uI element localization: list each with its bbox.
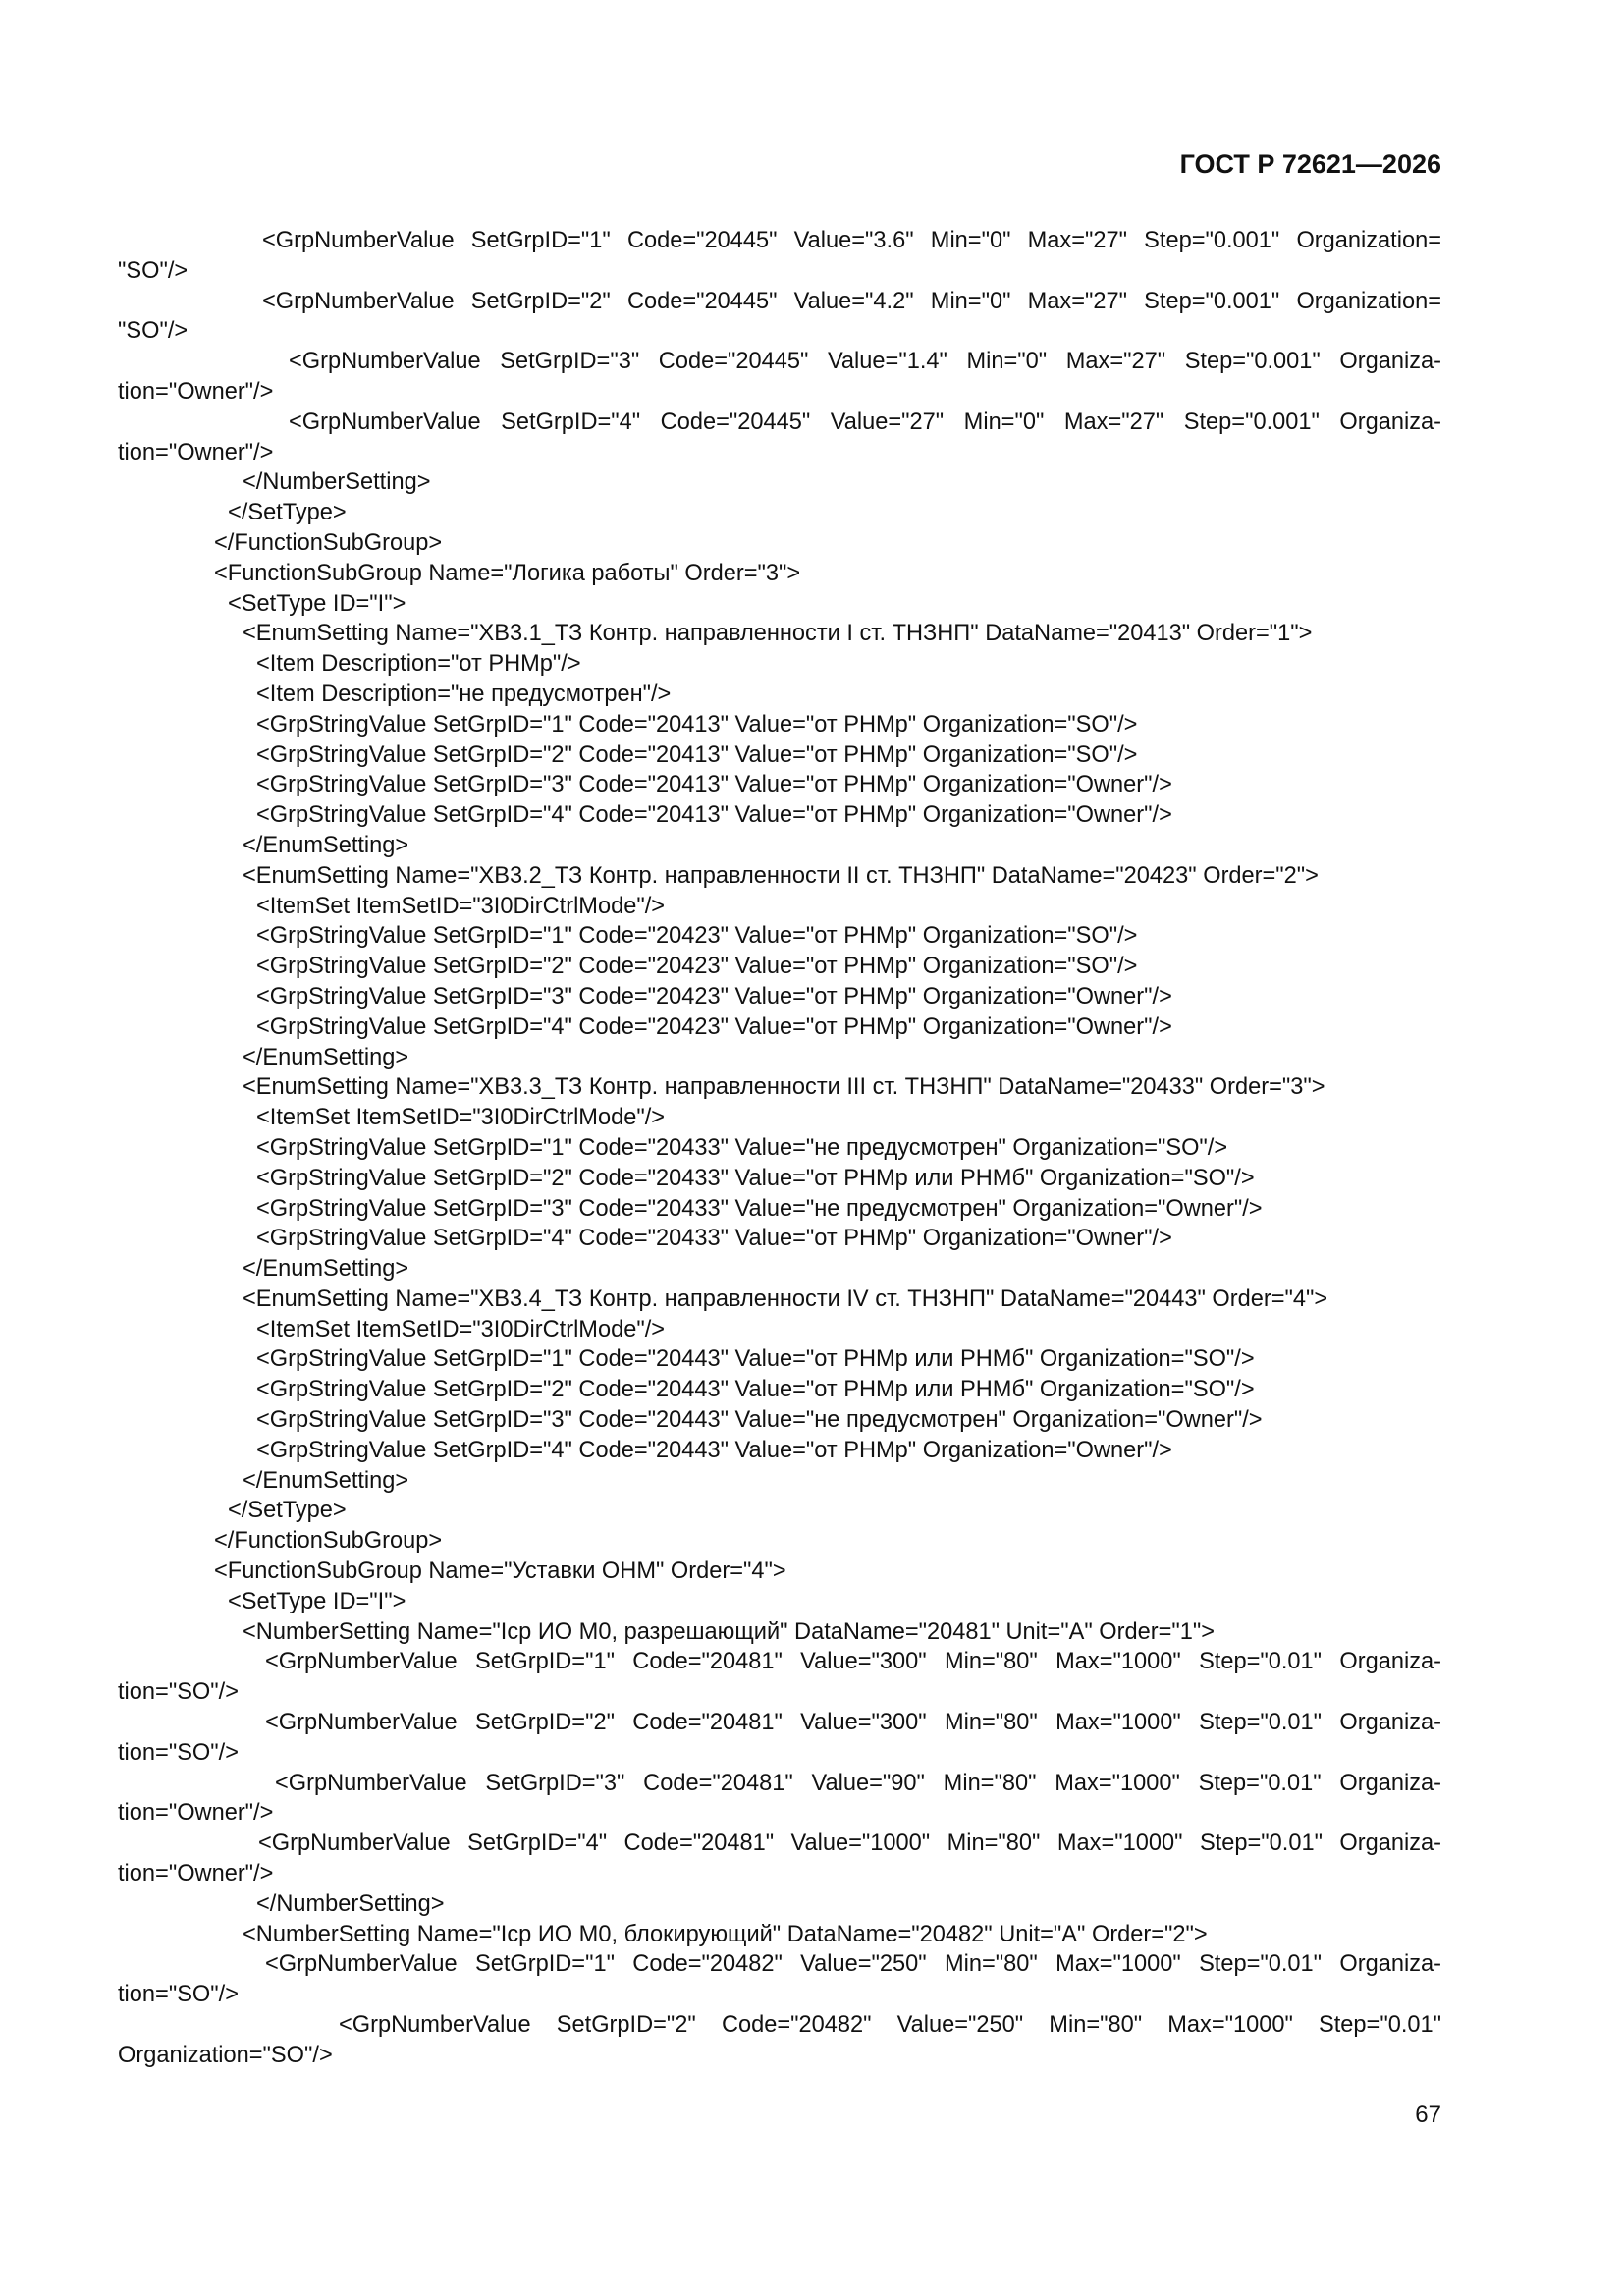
xml-line: <FunctionSubGroup Name="Логика работы" Order="3"> bbox=[214, 560, 801, 586]
xml-line: <GrpStringValue SetGrpID="4" Code="20423" Value="от РНМр" Organization="Owner"/> bbox=[256, 1013, 1172, 1040]
xml-line: <GrpStringValue SetGrpID="3" Code="20413" Value="от РНМр" Organization="Owner"/> bbox=[256, 772, 1172, 798]
xml-line: <GrpStringValue SetGrpID="3" Code="20443" Value="не предусмотрен" Organization="Owner"/> bbox=[256, 1407, 1263, 1434]
xml-line: </EnumSetting> bbox=[243, 1467, 409, 1494]
xml-line: <GrpStringValue SetGrpID="3" Code="20423" Value="от РНМр" Organization="Owner"/> bbox=[256, 983, 1172, 1010]
xml-line: <EnumSetting Name="ХВ3.1_ТЗ Контр. направленности I ст. ТНЗНП" DataName="20413" Order="1"> bbox=[243, 621, 1313, 647]
xml-line: </NumberSetting> bbox=[243, 469, 431, 496]
standard-header: ГОСТ Р 72621—2026 bbox=[1179, 149, 1441, 179]
xml-line: <GrpStringValue SetGrpID="2" Code="20433" Value="от РНМр или РНМб" Organization="SO"/> bbox=[256, 1165, 1255, 1191]
xml-line: <ItemSet ItemSetID="3I0DirCtrlMode"/> bbox=[256, 1105, 666, 1131]
xml-line: <GrpStringValue SetGrpID="3" Code="20433" Value="не предусмотрен" Organization="Owner"/> bbox=[256, 1195, 1263, 1222]
xml-line: <GrpStringValue SetGrpID="2" Code="20413" Value="от РНМр" Organization="SO"/> bbox=[256, 741, 1138, 768]
xml-line: <GrpNumberValue SetGrpID="2" Code="20481" Value="300" Min="80" Max="1000" Step="0.01" Organiza-tion="SO"/> bbox=[118, 1710, 1441, 1766]
xml-line: </EnumSetting> bbox=[243, 1044, 409, 1070]
xml-line: <GrpStringValue SetGrpID="1" Code="20413" Value="от РНМр" Organization="SO"/> bbox=[256, 711, 1138, 738]
xml-line: </NumberSetting> bbox=[256, 1890, 445, 1917]
xml-line: </SetType> bbox=[228, 1498, 347, 1524]
xml-line: <Item Description="не предусмотрен"/> bbox=[256, 681, 672, 707]
xml-line: <EnumSetting Name="ХВ3.2_ТЗ Контр. направленности II ст. ТНЗНП" DataName="20423" Order="2"> bbox=[243, 862, 1319, 889]
xml-line: <GrpStringValue SetGrpID="4" Code="20433" Value="от РНМр" Organization="Owner"/> bbox=[256, 1226, 1172, 1252]
xml-line: <NumberSetting Name="Icp ИО М0, блокирующий" DataName="20482" Unit="A" Order="2"> bbox=[243, 1921, 1208, 1947]
xml-line: <GrpNumberValue SetGrpID="3" Code="20481" Value="90" Min="80" Max="1000" Step="0.01" Organiza-tion="Owner"/> bbox=[118, 1770, 1441, 1827]
xml-line: <GrpNumberValue SetGrpID="4" Code="20445" Value="27" Min="0" Max="27" Step="0.001" Organiza-tion="Owner"/> bbox=[118, 409, 1441, 465]
xml-listing bbox=[118, 226, 1441, 2071]
xml-line: </EnumSetting> bbox=[243, 832, 409, 858]
xml-line: <SetType ID="I"> bbox=[228, 1588, 406, 1614]
xml-line: <Item Description="от РНМр"/> bbox=[256, 651, 581, 678]
xml-line: <ItemSet ItemSetID="3I0DirCtrlMode"/> bbox=[256, 1316, 666, 1342]
xml-line: <GrpNumberValue SetGrpID="1" Code="20445" Value="3.6" Min="0" Max="27" Step="0.001" Organization= "SO"/> bbox=[118, 228, 1441, 284]
xml-line: <GrpStringValue SetGrpID="4" Code="20413" Value="от РНМр" Organization="Owner"/> bbox=[256, 802, 1172, 829]
xml-line: <GrpNumberValue SetGrpID="2" Code="20482" Value="250" Min="80" Max="1000" Step="0.01" Organization="SO"/> bbox=[118, 2012, 1441, 2068]
xml-line: <NumberSetting Name="Icp ИО М0, разрешающий" DataName="20481" Unit="A" Order="1"> bbox=[243, 1618, 1216, 1645]
xml-line: <GrpNumberValue SetGrpID="4" Code="20481" Value="1000" Min="80" Max="1000" Step="0.01" Organiza-tion="Owner"/> bbox=[118, 1831, 1441, 1887]
xml-line: <GrpStringValue SetGrpID="1" Code="20423" Value="от РНМр" Organization="SO"/> bbox=[256, 923, 1138, 950]
xml-line: </FunctionSubGroup> bbox=[214, 1528, 443, 1555]
xml-line: <GrpStringValue SetGrpID="1" Code="20443" Value="от РНМр или РНМб" Organization="SO"/> bbox=[256, 1346, 1255, 1373]
xml-line: <GrpStringValue SetGrpID="2" Code="20423" Value="от РНМр" Organization="SO"/> bbox=[256, 954, 1138, 980]
xml-line: <ItemSet ItemSetID="3I0DirCtrlMode"/> bbox=[256, 893, 666, 919]
xml-line: <GrpNumberValue SetGrpID="1" Code="20482" Value="250" Min="80" Max="1000" Step="0.01" Organiza-tion="SO"/> bbox=[118, 1951, 1441, 2008]
xml-line: <EnumSetting Name="ХВ3.4_ТЗ Контр. направленности IV ст. ТНЗНП" DataName="20443" Order="4"> bbox=[243, 1285, 1328, 1312]
xml-line: <GrpNumberValue SetGrpID="2" Code="20445" Value="4.2" Min="0" Max="27" Step="0.001" Organization= "SO"/> bbox=[118, 288, 1441, 345]
xml-line: <GrpStringValue SetGrpID="1" Code="20433" Value="не предусмотрен" Organization="SO"/> bbox=[256, 1134, 1228, 1161]
xml-line: </SetType> bbox=[228, 500, 347, 526]
xml-line: <EnumSetting Name="ХВ3.3_ТЗ Контр. направленности III ст. ТНЗНП" DataName="20433" Order="3"> bbox=[243, 1074, 1325, 1101]
xml-line: <SetType ID="I"> bbox=[228, 590, 406, 617]
xml-line: </EnumSetting> bbox=[243, 1256, 409, 1283]
xml-line: <GrpNumberValue SetGrpID="3" Code="20445" Value="1.4" Min="0" Max="27" Step="0.001" Organiza-tion="Owner"/> bbox=[118, 349, 1441, 405]
xml-line: <GrpNumberValue SetGrpID="1" Code="20481" Value="300" Min="80" Max="1000" Step="0.01" Organiza-tion="SO"/> bbox=[118, 1649, 1441, 1706]
xml-line: <GrpStringValue SetGrpID="4" Code="20443" Value="от РНМр" Organization="Owner"/> bbox=[256, 1437, 1172, 1463]
xml-line: <FunctionSubGroup Name="Уставки ОНМ" Order="4"> bbox=[214, 1558, 786, 1585]
page-number: 67 bbox=[1415, 2102, 1441, 2128]
xml-line: </FunctionSubGroup> bbox=[214, 529, 443, 556]
xml-line: <GrpStringValue SetGrpID="2" Code="20443" Value="от РНМр или РНМб" Organization="SO"/> bbox=[256, 1377, 1255, 1403]
